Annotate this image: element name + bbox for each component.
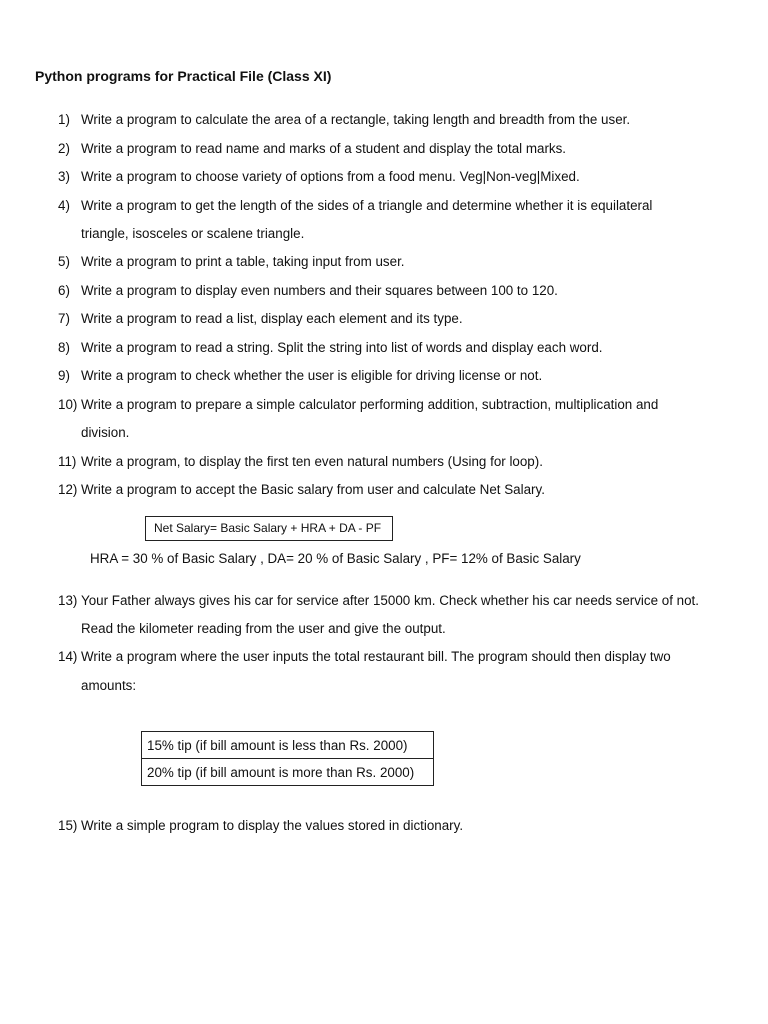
item-text: Write a program to accept the Basic salary from user and calculate Net Salary. (81, 482, 545, 497)
item-number: 15) (58, 818, 78, 833)
list-item (58, 339, 603, 357)
tip-table (141, 731, 434, 786)
list-item (58, 197, 652, 215)
item-number: 7) (58, 311, 70, 326)
item-text: Write a simple program to display the values stored in dictionary. (81, 818, 464, 833)
item-text: Your Father always gives his car for service after 15000 km. Check whether his car needs service of not. (81, 593, 699, 608)
item-text: Write a program to choose variety of options from a food menu. Veg|Non-veg|Mixed. (81, 169, 580, 184)
item-number: 5) (58, 254, 70, 269)
item-text: Write a program to prepare a simple calculator performing addition, subtraction, multiplication and (81, 397, 659, 412)
item-number: 1) (58, 112, 70, 127)
item-text: Write a program to get the length of the sides of a triangle and determine whether it is equilateral (81, 198, 653, 213)
table-cell: 15% tip (if bill amount is less than Rs. 2000) (142, 732, 434, 759)
item-number: 11) (58, 454, 77, 469)
item-number: 12) (58, 482, 78, 497)
item-continuation: triangle, isosceles or scalene triangle. (81, 226, 305, 241)
item-number: 8) (58, 340, 70, 355)
item-continuation: amounts: (81, 678, 137, 693)
item-text: Write a program to calculate the area of a rectangle, taking length and breadth from the user. (81, 112, 631, 127)
table-row (142, 759, 434, 786)
item-continuation: Read the kilometer reading from the user and give the output. (81, 621, 446, 636)
list-item (58, 817, 463, 835)
table-cell: 20% tip (if bill amount is more than Rs. 2000) (142, 759, 434, 786)
list-item (58, 396, 658, 414)
salary-components-note: HRA = 30 % of Basic Salary , DA= 20 % of Basic Salary , PF= 12% of Basic Salary (90, 551, 581, 566)
item-text: Write a program to read a list, display each element and its type. (81, 311, 463, 326)
item-continuation: division. (81, 425, 130, 440)
page-title: Python programs for Practical File (Class XI) (35, 68, 332, 84)
item-text: Write a program where the user inputs the total restaurant bill. The program should then display two (81, 649, 671, 664)
item-number: 3) (58, 169, 70, 184)
item-text: Write a program to display even numbers and their squares between 100 to 120. (81, 283, 558, 298)
list-item (58, 310, 463, 328)
item-number: 2) (58, 141, 70, 156)
item-text: Write a program to read name and marks of a student and display the total marks. (81, 141, 567, 156)
item-number: 14) (58, 649, 78, 664)
item-text: Write a program to read a string. Split the string into list of words and display each word. (81, 340, 603, 355)
table-row (142, 732, 434, 759)
list-item (58, 367, 542, 385)
list-item (58, 592, 699, 610)
item-text: Write a program to check whether the user is eligible for driving license or not. (81, 368, 543, 383)
list-item (58, 111, 630, 129)
list-item (58, 648, 671, 666)
item-number: 4) (58, 198, 70, 213)
list-item (58, 140, 566, 158)
item-number: 10) (58, 397, 78, 412)
list-item (58, 168, 580, 186)
item-text: Write a program, to display the first ten even natural numbers (Using for loop). (81, 454, 543, 469)
list-item (58, 481, 545, 499)
list-item (58, 282, 558, 300)
item-number: 9) (58, 368, 70, 383)
net-salary-formula-box: Net Salary= Basic Salary + HRA + DA - PF (145, 516, 393, 541)
item-number: 13) (58, 593, 78, 608)
item-text: Write a program to print a table, taking input from user. (81, 254, 405, 269)
item-number: 6) (58, 283, 70, 298)
list-item (58, 253, 405, 271)
list-item (58, 453, 543, 471)
